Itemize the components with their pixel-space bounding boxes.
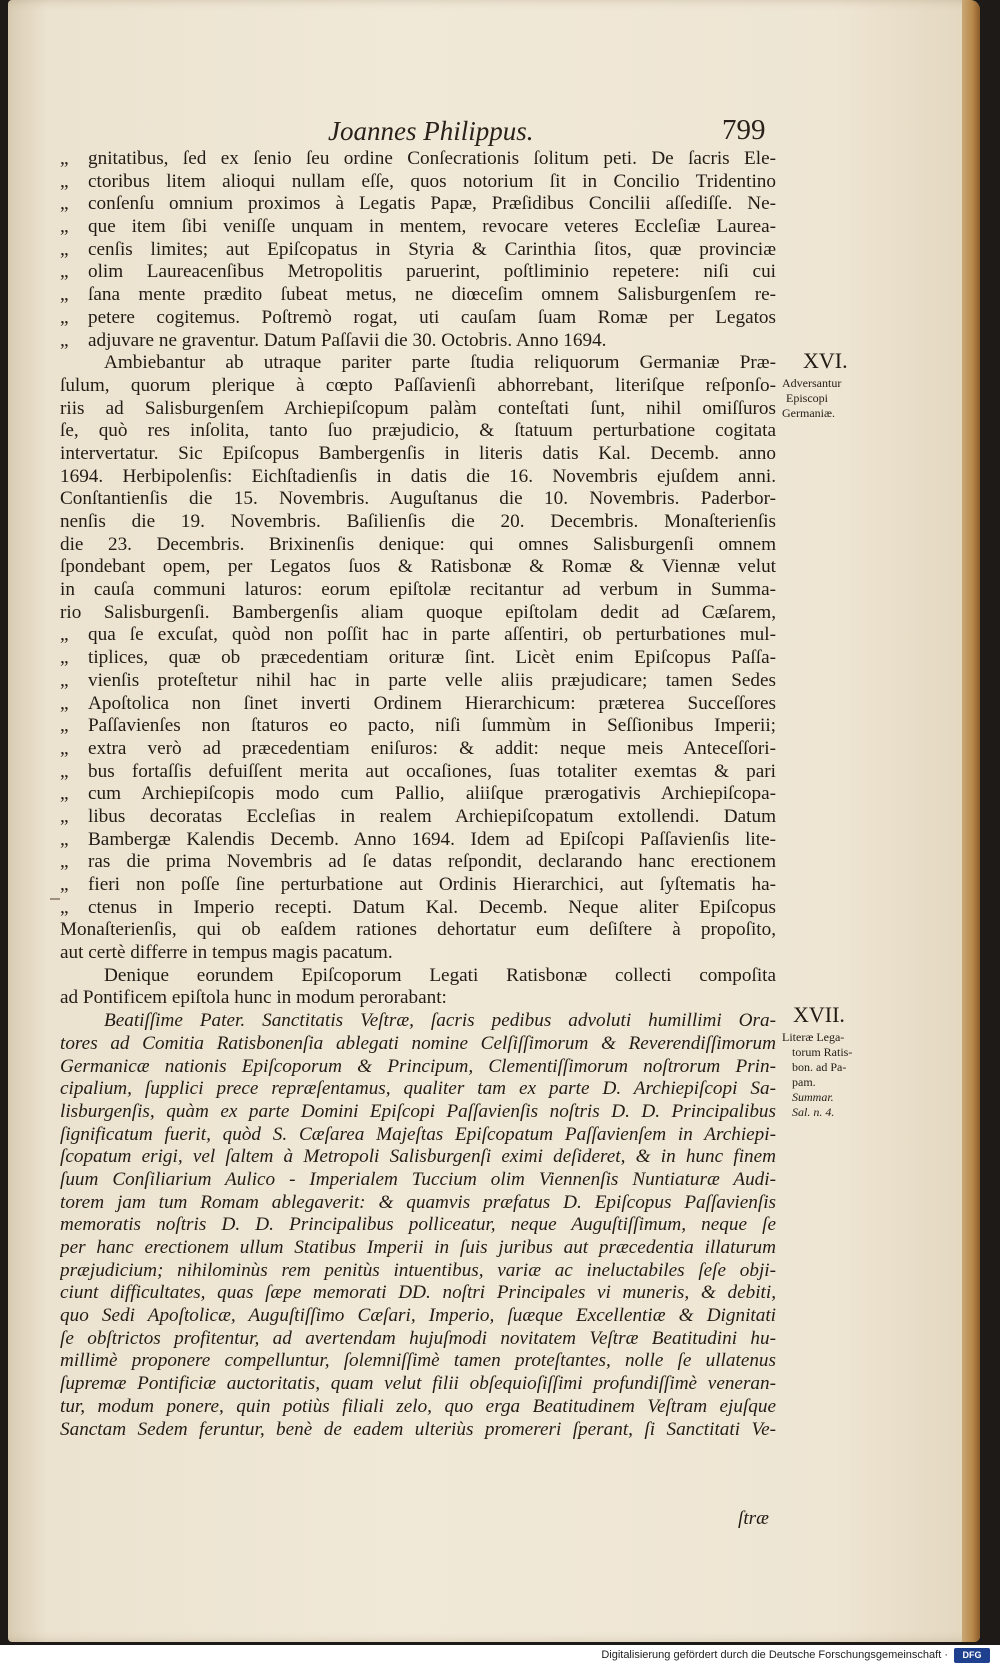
quote-mark: „ xyxy=(60,669,69,691)
quote-mark: „ xyxy=(60,329,69,351)
line-text: cum Archiepiſcopis modo cum Pallio, aliiſque prærogativis Archiepiſcopa- xyxy=(88,783,776,805)
line-text: per hanc erectionem ullum Statibus Imperii in ſuis juribus aut præcedentia illaturum xyxy=(60,1237,776,1258)
line-text: ſcopatum erigi, vel ſaltem à Metropoli Salisburgenſi eximi deſideret, & in hunc finem xyxy=(60,1146,776,1168)
line-text: fieri non poſſe ſine perturbatione aut Ordinis Hierarchici, aut ſyſtematis ha- xyxy=(88,874,776,895)
line-text: ctoribus litem alioqui nullam eſſe, quos notorium ſit in Concilio Tridentino xyxy=(88,170,776,192)
text-line xyxy=(60,851,776,874)
line-text: libus decoratas Eccleſias in realem Archiepiſcopatum extollendi. Datum xyxy=(88,805,776,827)
text-line xyxy=(60,1419,776,1442)
line-text: ſuum Conſiliarium Aulico - Imperialem Tuccium olim Viennenſis Nuntiaturæ Audi- xyxy=(60,1168,776,1190)
line-text: olim Laureacenſibus Metropolitis paruerint, poſtliminio repetere: niſi cui xyxy=(88,261,776,283)
text-line xyxy=(60,715,776,738)
text-line xyxy=(60,443,776,466)
line-text: que item ſibi veniſſe unquam in mentem, revocare veteres Eccleſiæ Laurea- xyxy=(88,216,776,238)
text-line xyxy=(60,761,776,784)
margin-note xyxy=(782,376,841,421)
line-text: Monaſterienſis, qui ob eaſdem rationes dehortatur eum deſiſtere à propoſito, xyxy=(60,919,776,941)
quote-mark: „ xyxy=(60,715,69,737)
line-text: in cauſa communi laturos: eorum epiſtolæ recitantur ad verbum in Summa- xyxy=(60,579,776,601)
line-text: Germanicæ nationis Epiſcoporum & Principum, Clementiſſimorum noſtrorum Prin- xyxy=(60,1055,776,1077)
page-number: 799 xyxy=(722,114,766,146)
text-line xyxy=(60,738,776,761)
text-line xyxy=(60,1350,776,1373)
line-text: ad Pontificem epiſtola hunc in modum perorabant: xyxy=(60,987,447,1009)
text-line xyxy=(60,466,776,489)
line-text: Bambergæ Kalendis Decemb. Anno 1694. Idem ad Epiſcopi Paſſavienſis lite- xyxy=(88,828,776,850)
line-text: quo Sedi Apoſtolicæ, Auguſtiſſimo Cæſari, Imperio, ſuæque Excellentiæ & Dignitati xyxy=(60,1305,776,1327)
text-line xyxy=(60,307,776,330)
line-text: Sanctam Sedem feruntur, benè de eadem ulteriùs promereri ſperant, ſi Sanctitati Ve- xyxy=(60,1418,776,1440)
line-text: ſignificatum fuerit, quòd S. Cæſarea Majeſtas Epiſcopatum Paſſavienſem in Archiepi- xyxy=(60,1123,776,1145)
text-line xyxy=(60,829,776,852)
quote-mark: „ xyxy=(60,647,69,669)
text-line xyxy=(60,1146,776,1169)
line-text: ciunt difficultates, quas ſæpe memorati DD. noſtri Principales vi muneris, & debiti, xyxy=(60,1282,776,1304)
margin-number: XVI. xyxy=(803,348,848,373)
quote-mark: „ xyxy=(60,238,69,260)
text-line xyxy=(60,602,776,625)
line-text: ras die prima Novembris ad ſe datas reſpondit, declarando hanc erectionem xyxy=(88,851,776,873)
text-line xyxy=(60,624,776,647)
text-line xyxy=(60,670,776,693)
quote-mark: „ xyxy=(60,896,69,918)
footer-bar xyxy=(0,1645,1000,1667)
text-line xyxy=(60,1033,776,1056)
line-text: tiplices, quæ ob præcedentiam orituræ ſint. Licèt enim Epiſcopus Paſſa- xyxy=(88,647,776,669)
text-line xyxy=(60,239,776,262)
text-line xyxy=(60,193,776,216)
line-text: die 23. Decembris. Brixinenſis denique: qui omnes Salisburgenſi omnem xyxy=(60,533,776,555)
footer-credit: Digitalisierung gefördert durch die Deutsche Forschungsgemeinschaft · xyxy=(601,1649,948,1661)
line-text: memoratis noſtris D. D. Principalibus polliceatur, neque Auguſtiſſimum, neque ſe xyxy=(60,1214,776,1236)
running-title: Joannes Philippus. xyxy=(328,116,534,146)
text-line xyxy=(60,556,776,579)
line-text: præjudicium; nihilominùs rem penitùs intuentibus, variæ ac ineluctabiles ſeſe obji- xyxy=(60,1259,776,1281)
line-text: ſe, quò res inſolita, tanto ſuo præjudicio, & ſtatuum perturbatione cogitata xyxy=(60,420,776,442)
text-line xyxy=(60,897,776,920)
quote-mark: „ xyxy=(60,148,69,169)
quote-mark: „ xyxy=(60,874,69,895)
line-text: ſulum, quorum plerique à cœpto Paſſavienſi abhorrebant, literiſque reſponſo- xyxy=(60,374,776,396)
quote-mark: „ xyxy=(60,805,69,827)
margin-note-line: pam. xyxy=(792,1075,816,1089)
page-edge xyxy=(962,0,980,1642)
text-line xyxy=(60,511,776,534)
text-line xyxy=(60,647,776,670)
text-line xyxy=(60,919,776,942)
margin-note-line: Summar. xyxy=(792,1090,834,1104)
quote-mark: „ xyxy=(60,624,69,646)
quote-mark: „ xyxy=(60,828,69,850)
line-text: cenſis limites; aut Epiſcopatus in Styria & Carinthia ſitos, quæ provinciæ xyxy=(88,238,776,260)
text-line xyxy=(60,216,776,239)
margin-note-line: Germaniæ. xyxy=(782,406,835,420)
line-text: Beatiſſime Pater. Sanctitatis Veſtræ, ſacris pedibus advoluti humillimi Ora- xyxy=(104,1010,776,1032)
text-line xyxy=(60,1282,776,1305)
line-text: aut certè differre in tempus magis pacatum. xyxy=(60,942,393,964)
text-line xyxy=(60,783,776,806)
line-text: ſpondebant opem, per Legatos ſuos & Ratisbonæ & Romæ & Viennæ velut xyxy=(60,556,776,578)
text-line xyxy=(60,261,776,284)
margin-note xyxy=(782,1030,852,1120)
quote-mark: „ xyxy=(60,170,69,192)
margin-note-line: Literæ Lega- xyxy=(782,1030,845,1044)
text-line xyxy=(60,284,776,307)
text-line xyxy=(60,352,776,375)
catchword: ſtræ xyxy=(738,1508,769,1529)
text-line xyxy=(60,1169,776,1192)
text-line xyxy=(60,148,776,171)
text-line xyxy=(60,375,776,398)
line-text: Apoſtolica non ſinet inverti Ordinem Hierarchicum: præterea Succeſſores xyxy=(88,692,776,714)
text-line xyxy=(60,1192,776,1215)
line-text: adjuvare ne graventur. Datum Paſſavii die 30. Octobris. Anno 1694. xyxy=(88,329,607,351)
quote-mark: „ xyxy=(60,306,69,328)
quote-mark: „ xyxy=(60,261,69,283)
text-line xyxy=(60,1260,776,1283)
text-line xyxy=(60,806,776,829)
line-text: ſe obſtrictos profitentur, ad avertendam hujuſmodi novitatem Veſtræ Beatitudini hu- xyxy=(60,1327,776,1349)
text-line xyxy=(60,965,776,988)
quote-mark: „ xyxy=(60,216,69,238)
text-line xyxy=(60,579,776,602)
margin-note-line: Episcopi xyxy=(786,391,828,405)
line-text: nenſis die 19. Novembris. Baſilienſis die 20. Decembris. Monaſterienſis xyxy=(60,511,776,532)
line-text: rio Salisburgenſi. Bambergenſis aliam quoque epiſtolam dedit ad Cæſarem, xyxy=(60,601,776,623)
text-line xyxy=(60,534,776,557)
text-line xyxy=(60,1328,776,1351)
line-text: ſupremæ Pontificiæ auctoritatis, quam velut filii obſequioſiſſimi profundiſſimè veneran- xyxy=(60,1373,776,1395)
text-line xyxy=(60,420,776,443)
line-text: tores ad Comitia Ratisbonenſia ablegati nomine Celſiſſimorum & Reverendiſſimorum xyxy=(60,1032,776,1054)
quote-mark: „ xyxy=(60,851,69,873)
text-line xyxy=(60,1214,776,1237)
margin-note-line: Sal. n. 4. xyxy=(792,1105,835,1119)
text-line xyxy=(60,1305,776,1328)
text-line xyxy=(60,1056,776,1079)
body-text xyxy=(60,148,776,1441)
running-head xyxy=(320,112,780,152)
line-text: Denique eorundem Epiſcoporum Legati Ratisbonæ collecti compoſita xyxy=(104,964,776,986)
text-line xyxy=(60,1396,776,1419)
line-text: extra verò ad præcedentiam eniſuros: & addit: neque meis Anteceſſori- xyxy=(88,737,776,759)
line-text: tur, modum ponere, quin potiùs filiali zelo, quo erga Beatitudinem Veſtram ejuſque xyxy=(60,1395,776,1417)
line-text: Conſtantienſis die 15. Novembris. Auguſtanus die 10. Novembris. Paderbor- xyxy=(60,488,776,510)
margin-note-line: bon. ad Pa- xyxy=(792,1060,847,1074)
text-line xyxy=(60,1124,776,1147)
line-text: conſenſu omnium proximos à Legatis Papæ, Præſidibus Concilii aſſediſſe. Ne- xyxy=(88,193,776,215)
line-text: torem jam tum Romam ablegaverit: & quamvis præfatus D. Epiſcopus Paſſavienſis xyxy=(60,1191,776,1213)
text-line xyxy=(60,1078,776,1101)
line-text: gnitatibus, ſed ex ſenio ſeu ordine Conſecrationis ſolitum peti. De ſacris Ele- xyxy=(88,148,776,169)
margin-number: XVII. xyxy=(793,1002,845,1027)
quote-mark: „ xyxy=(60,284,69,306)
text-line xyxy=(60,330,776,353)
text-line xyxy=(60,987,776,1010)
line-text: ſana mente prædito ſubeat metus, ne diœceſim omnem Salisburgenſem re- xyxy=(88,284,776,306)
line-text: qua ſe excuſat, quòd non poſſit hac in parte aſſentiri, ob perturbationes mul- xyxy=(88,624,776,646)
text-line xyxy=(60,171,776,194)
quote-mark: „ xyxy=(60,783,69,805)
text-line xyxy=(60,874,776,897)
margin-note-line: Adversantur xyxy=(782,376,842,390)
text-line xyxy=(60,942,776,965)
line-text: ctenus in Imperio recepti. Datum Kal. Decemb. Neque aliter Epiſcopus xyxy=(88,896,776,918)
text-line xyxy=(60,1010,776,1033)
quote-mark: „ xyxy=(60,737,69,759)
line-text: riis ad Salisburgenſem Archiepiſcopum palàm conteſtati ſunt, nihil omiſſuros xyxy=(60,397,776,419)
text-line xyxy=(60,488,776,511)
line-text: Ambiebantur ab utraque pariter parte ſtudia reliquorum Germaniæ Præ- xyxy=(104,352,776,374)
line-text: intervertatur. Sic Epiſcopus Bambergenſis in literis datis Kal. Decemb. anno xyxy=(60,442,776,464)
line-text: Paſſavienſes non ſtaturos eo pacto, niſi ſummùm in Seſſionibus Imperii; xyxy=(88,715,776,737)
text-line xyxy=(60,1373,776,1396)
line-text: 1694. Herbipolenſis: Eichſtadienſis in datis die 16. Novembris ejuſdem anni. xyxy=(60,465,776,487)
quote-mark: „ xyxy=(60,760,69,782)
ink-mark xyxy=(50,898,60,900)
quote-mark: „ xyxy=(60,193,69,215)
line-text: vienſis proteſtetur nihil hac in parte velle aliis præjudicare; tamen Sedes xyxy=(88,669,776,691)
text-line xyxy=(60,1101,776,1124)
line-text: lisburgenſis, quàm ex parte Domini Epiſcopi Paſſavienſis noſtris D. D. Principalibus xyxy=(60,1100,776,1122)
text-line xyxy=(60,1237,776,1260)
line-text: petere cogitemus. Poſtremò rogat, uti cauſam ſuam Romæ per Legatos xyxy=(88,306,776,328)
line-text: millimè proponere compelluntur, ſolemniſſimè tamen proteſtantes, nolle ſe ullatenus xyxy=(60,1350,776,1372)
quote-mark: „ xyxy=(60,692,69,714)
text-line xyxy=(60,398,776,421)
margin-note-line: torum Ratis- xyxy=(792,1045,853,1059)
dfg-logo: DFG xyxy=(954,1648,990,1663)
text-line xyxy=(60,693,776,716)
line-text: cipalium, ſupplici prece repræſentamus, qualiter tam ex parte D. Archiepiſcopi Sa- xyxy=(60,1078,776,1100)
line-text: bus fortaſſis defuiſſent merita aut occaſiones, ſuas totaliter exemtas & pari xyxy=(88,760,776,782)
